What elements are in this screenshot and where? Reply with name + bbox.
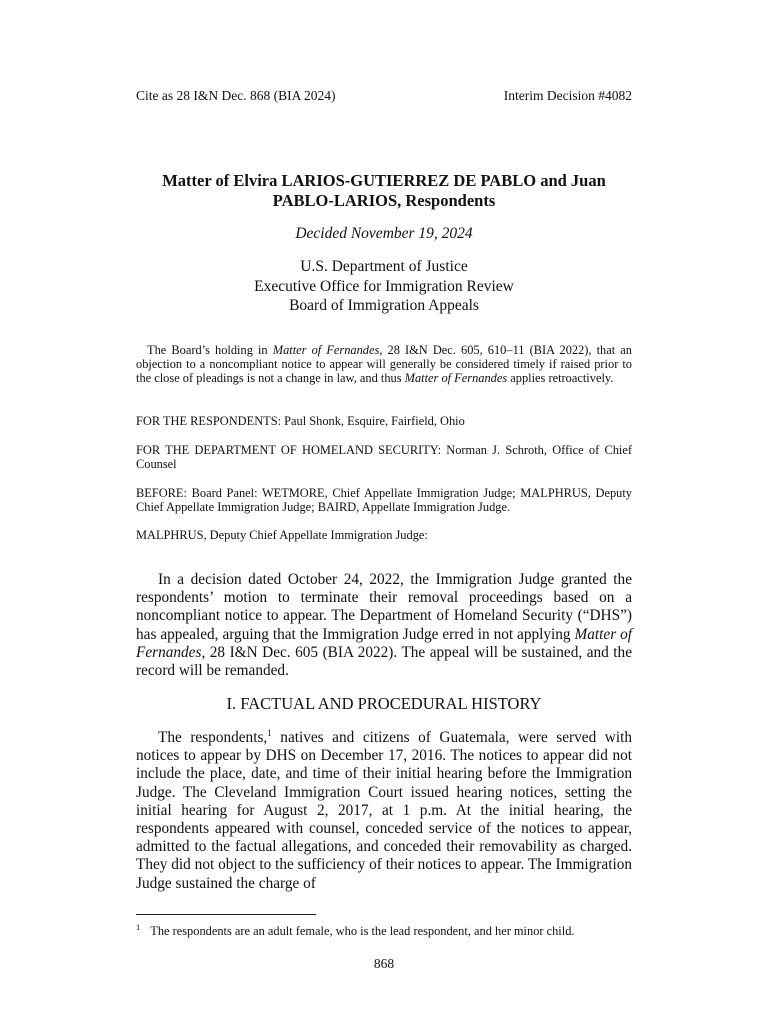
- citation: Cite as 28 I&N Dec. 868 (BIA 2024): [136, 88, 336, 103]
- running-header: [136, 88, 632, 106]
- case-title-line-1: Matter of Elvira LARIOS-GUTIERREZ DE PABLO and Juan: [162, 171, 606, 190]
- page-number: 868: [373, 956, 395, 971]
- agency-department: U.S. Department of Justice: [300, 258, 468, 275]
- footnote: [136, 922, 632, 939]
- agency-board: Board of Immigration Appeals: [289, 297, 479, 314]
- footnote-divider: [136, 914, 316, 915]
- respondents-counsel: FOR THE RESPONDENTS: Paul Shonk, Esquire, Fairfield, Ohio: [136, 414, 465, 428]
- decision-date: Decided November 19, 2024: [295, 225, 473, 242]
- headnote: The Board’s holding in Matter of Fernandes, 28 I&N Dec. 605, 610–11 (BIA 2022), that an objection to a noncompliant notice to appear will generally be considered timely if raised prior to the close of pleadings is not a change in law, and thus Matter of Fernandes applies retroactively.: [136, 343, 632, 385]
- opinion-paragraph: The respondents,$^1$ natives and citizens of Guatemala, were served with notices to appear by DHS on December 17, 2016. The notices to appear did not include the place, date, and time of their initial hearing before the Immigration Judge. The Cleveland Immigration Court issued hearing notices, setting the initial hearing for August 2, 2017, at 1 p.m. At the initial hearing, the respondents appeared with counsel, conceded service of the notices to appear, admitted to the factual allegations, and conceded their removability as charged. They did not object to the sufficiency of their notices to appear. The Immigration Judge sustained the charge of: [136, 727, 632, 892]
- case-citation: Matter of Fernandes: [136, 625, 633, 661]
- interim-decision-number: Interim Decision #4082: [503, 88, 632, 103]
- opinion-paragraph: In a decision dated October 24, 2022, the Immigration Judge granted the respondents’ motion to terminate their removal proceedings based on a noncompliant notice to appear. The Department of Homeland Security (“DHS”) has appealed, arguing that the Immigration Judge erred in not applying Matter of Fernandes, 28 I&N Dec. 605 (BIA 2022). The appeal will be sustained, and the record will be remanded.: [136, 571, 633, 680]
- case-title: [136, 171, 632, 211]
- opinion-author: MALPHRUS, Deputy Chief Appellate Immigration Judge:: [136, 528, 428, 542]
- board-panel: BEFORE: Board Panel: WETMORE, Chief Appellate Immigration Judge; MALPHRUS, Deputy Chief Appellate Immigration Judge; BAIRD, Appellate Immigration Judge.: [136, 486, 632, 514]
- footnote-reference[interactable]: 1: [267, 727, 272, 738]
- section-heading: I. FACTUAL AND PROCEDURAL HISTORY: [226, 694, 542, 713]
- case-citation: Matter of Fernandes: [404, 371, 508, 385]
- agency-block: [136, 257, 632, 316]
- agency-office: Executive Office for Immigration Review: [254, 277, 514, 295]
- case-title-line-2: PABLO-LARIOS, Respondents: [272, 191, 496, 210]
- footnote-number: 1: [136, 922, 141, 932]
- footnote-text: The respondents are an adult female, who is the lead respondent, and her minor child.: [150, 924, 575, 939]
- dhs-counsel: FOR THE DEPARTMENT OF HOMELAND SECURITY: Norman J. Schroth, Office of Chief Counsel: [136, 443, 632, 471]
- case-citation: Matter of Fernandes: [272, 343, 380, 357]
